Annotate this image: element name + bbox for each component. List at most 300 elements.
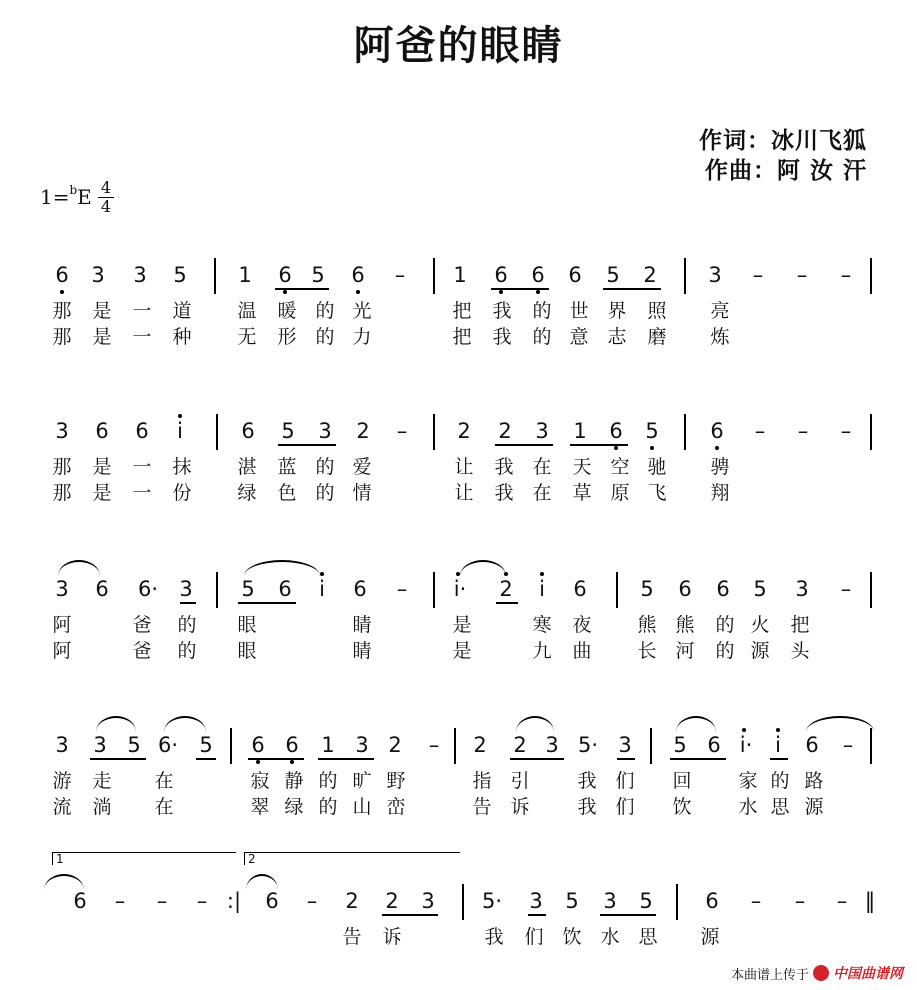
note: 6 xyxy=(805,733,819,757)
lyric-char: 淌 xyxy=(92,796,112,818)
lyric-char: 一 xyxy=(132,300,152,322)
lyric-char: 飞 xyxy=(647,482,667,504)
barline xyxy=(676,884,678,920)
note: – xyxy=(836,889,848,913)
octave-dot xyxy=(499,290,503,294)
beam-underline xyxy=(275,288,329,290)
lyricist-credit: 作词：冰川飞狐 xyxy=(699,128,867,154)
lyric-char: 火 xyxy=(750,614,770,636)
beam-underline xyxy=(238,602,296,604)
note: 5 xyxy=(241,577,255,601)
site-logo-icon xyxy=(813,965,829,981)
slur-arc xyxy=(460,560,506,576)
lyric-char: 我 xyxy=(492,326,512,348)
note: – xyxy=(754,419,766,443)
lyric-char: 份 xyxy=(172,482,192,504)
note: 5 xyxy=(639,889,653,913)
notation-staff xyxy=(30,572,890,612)
lyric-char: 的 xyxy=(715,640,735,662)
lyric-char: 寂 xyxy=(250,770,270,792)
note: 3 xyxy=(93,733,107,757)
note: 5 xyxy=(173,263,187,287)
lyric-char: 意 xyxy=(569,326,589,348)
lyric-char: 蓝 xyxy=(277,456,297,478)
note: 6 xyxy=(573,577,587,601)
beam-underline xyxy=(770,758,788,760)
note: 6 xyxy=(568,263,582,287)
note: 6 xyxy=(351,263,365,287)
note: – xyxy=(797,419,809,443)
barline xyxy=(462,884,464,920)
octave-dot xyxy=(540,572,544,576)
beam-underline xyxy=(248,758,304,760)
octave-dot xyxy=(650,446,654,450)
note: 2 xyxy=(499,577,513,601)
note: 2 xyxy=(513,733,527,757)
lyric-char: 寒 xyxy=(532,614,552,636)
dash: – xyxy=(796,263,808,287)
lyric-char: 在 xyxy=(532,482,552,504)
note: 5 xyxy=(640,577,654,601)
note: 2 xyxy=(345,889,359,913)
dash: – xyxy=(752,263,764,287)
note: i xyxy=(177,419,183,443)
beam-underline xyxy=(600,914,656,916)
note: 6 xyxy=(95,577,109,601)
note: 3 xyxy=(55,733,69,757)
octave-dot xyxy=(320,572,324,576)
lyric-char: 绿 xyxy=(284,796,304,818)
lyric-char: 源 xyxy=(804,796,824,818)
barline xyxy=(230,728,232,764)
beam-underline xyxy=(196,758,216,760)
lyric-char: 睛 xyxy=(352,614,372,636)
lyric-char: 家 xyxy=(738,770,758,792)
note: 1 xyxy=(573,419,587,443)
note: 5 xyxy=(673,733,687,757)
barline xyxy=(216,414,218,450)
beam-underline xyxy=(318,758,374,760)
note: 2 xyxy=(388,733,402,757)
lyric-char: 我 xyxy=(492,300,512,322)
lyric-char: 抹 xyxy=(172,456,192,478)
note: i xyxy=(775,733,781,757)
note: 6 xyxy=(135,419,149,443)
lyric-char: 的 xyxy=(318,796,338,818)
lyric-char: 亮 xyxy=(710,300,730,322)
beam-underline xyxy=(180,602,196,604)
lyric-char: 无 xyxy=(237,326,257,348)
note: 6 xyxy=(265,889,279,913)
note: 6· xyxy=(138,577,159,601)
note: 3 xyxy=(603,889,617,913)
lyrics-verse-coda xyxy=(30,924,890,950)
note: – xyxy=(396,577,408,601)
note: 3 xyxy=(355,733,369,757)
note: 5 xyxy=(753,577,767,601)
note: 3 xyxy=(318,419,332,443)
lyric-char: 思 xyxy=(770,796,790,818)
note: 6 xyxy=(678,577,692,601)
final-barline: ‖ xyxy=(864,889,876,913)
lyric-char: 那 xyxy=(52,482,72,504)
composer-credit: 作曲：阿 汝 汗 xyxy=(704,158,867,184)
barline xyxy=(870,728,872,764)
lyric-char: 在 xyxy=(154,770,174,792)
lyric-char: 翠 xyxy=(250,796,270,818)
lyric-char: 阿 xyxy=(52,614,72,636)
barline xyxy=(870,414,872,450)
lyric-char: 骋 xyxy=(710,456,730,478)
lyric-char: 把 xyxy=(790,614,810,636)
octave-dot xyxy=(256,760,260,764)
beam-underline xyxy=(570,444,628,446)
lyric-char: 磨 xyxy=(647,326,667,348)
lyric-char: 们 xyxy=(615,770,635,792)
lyric-char: 我 xyxy=(494,456,514,478)
note: 3 xyxy=(55,577,69,601)
lyric-char: 草 xyxy=(572,482,592,504)
lyric-char: 山 xyxy=(352,796,372,818)
lyric-char: 的 xyxy=(315,326,335,348)
note: E xyxy=(77,185,92,209)
lyric-char: 在 xyxy=(154,796,174,818)
lyric-char: 我 xyxy=(577,770,597,792)
barline xyxy=(870,572,872,608)
lyric-char: 绿 xyxy=(237,482,257,504)
lyric-char: 温 xyxy=(237,300,257,322)
lyric-char: 世 xyxy=(569,300,589,322)
octave-dot xyxy=(178,414,182,418)
beam-underline xyxy=(510,758,564,760)
octave-dot xyxy=(614,446,618,450)
lyric-char: 爸 xyxy=(132,640,152,662)
dash: – xyxy=(840,263,852,287)
lyric-char: 我 xyxy=(494,482,514,504)
lyric-char: 志 xyxy=(607,326,627,348)
notation-staff xyxy=(30,728,890,768)
note: 6 xyxy=(95,419,109,443)
lyric-char: 们 xyxy=(524,926,544,948)
lyric-char: 游 xyxy=(52,770,72,792)
score-line-5 xyxy=(30,852,890,950)
lyric-char: 路 xyxy=(804,770,824,792)
note: 3 xyxy=(618,733,632,757)
lyric-char: 眼 xyxy=(237,614,257,636)
note: 6 xyxy=(353,577,367,601)
note: 6 xyxy=(531,263,545,287)
slur-arc xyxy=(676,716,716,732)
note: – xyxy=(840,577,852,601)
barline xyxy=(433,258,435,294)
lyric-char: 水 xyxy=(738,796,758,818)
note: i· xyxy=(453,577,467,601)
lyric-char: 的 xyxy=(315,482,335,504)
octave-dot xyxy=(715,446,719,450)
barline xyxy=(454,728,456,764)
lyric-char: 头 xyxy=(790,640,810,662)
note: 3 xyxy=(529,889,543,913)
octave-dot xyxy=(742,728,746,732)
lyric-char: 告 xyxy=(472,796,492,818)
note: 6 xyxy=(73,889,87,913)
lyric-char: 告 xyxy=(342,926,362,948)
beam-underline xyxy=(603,288,661,290)
slur-arc xyxy=(58,560,100,576)
lyric-char: 的 xyxy=(318,770,338,792)
lyric-char: 形 xyxy=(277,326,297,348)
slur-arc xyxy=(244,560,320,576)
note: 5· xyxy=(482,889,503,913)
note: 5 xyxy=(606,263,620,287)
note: 2 xyxy=(356,419,370,443)
lyric-char: 九 xyxy=(532,640,552,662)
time-signature xyxy=(98,180,114,215)
note: 5 xyxy=(645,419,659,443)
barline xyxy=(870,258,872,294)
note: 3 xyxy=(421,889,435,913)
lyric-char: 指 xyxy=(472,770,492,792)
score-line-2 xyxy=(30,414,890,506)
barline xyxy=(684,258,686,294)
note: 2 xyxy=(385,889,399,913)
octave-dot xyxy=(283,290,287,294)
octave-dot xyxy=(456,572,460,576)
lyric-char: 爱 xyxy=(352,456,372,478)
lyric-char: 把 xyxy=(452,326,472,348)
octave-dot xyxy=(290,760,294,764)
barline xyxy=(616,572,618,608)
lyric-char: 野 xyxy=(386,770,406,792)
note: 6· xyxy=(158,733,179,757)
lyric-char: 峦 xyxy=(386,796,406,818)
lyric-char: 回 xyxy=(672,770,692,792)
beam-underline xyxy=(491,288,549,290)
note: 5 xyxy=(281,419,295,443)
lyric-char: 眼 xyxy=(237,640,257,662)
lyric-char: 的 xyxy=(532,326,552,348)
lyric-char: 一 xyxy=(132,482,152,504)
lyric-char: 照 xyxy=(647,300,667,322)
slur-arc xyxy=(164,716,206,732)
lyric-char: 源 xyxy=(750,640,770,662)
lyric-char: 我 xyxy=(484,926,504,948)
note: 2 xyxy=(643,263,657,287)
lyric-char: 让 xyxy=(454,456,474,478)
lyric-char: 界 xyxy=(607,300,627,322)
note: 1 xyxy=(321,733,335,757)
notation-staff xyxy=(30,852,890,924)
note: 6 xyxy=(278,263,292,287)
score-line-1 xyxy=(30,258,890,350)
octave-dot xyxy=(776,728,780,732)
note: i xyxy=(539,577,545,601)
note: – xyxy=(306,889,318,913)
lyric-char: 情 xyxy=(352,482,372,504)
note: 本曲谱上传于 xyxy=(730,967,809,983)
lyric-char: 一 xyxy=(132,456,152,478)
beam-underline xyxy=(278,444,336,446)
lyric-char: 空 xyxy=(610,456,630,478)
note: 6 xyxy=(251,733,265,757)
beam-underline xyxy=(670,758,726,760)
lyric-char: 光 xyxy=(352,300,372,322)
lyric-char: 是 xyxy=(92,482,112,504)
lyric-char: 是 xyxy=(92,326,112,348)
lyric-char: 把 xyxy=(452,300,472,322)
lyric-char: 翔 xyxy=(710,482,730,504)
lyric-char: 一 xyxy=(132,326,152,348)
note: 6 xyxy=(285,733,299,757)
lyric-char: 旷 xyxy=(352,770,372,792)
lyric-char: 长 xyxy=(637,640,657,662)
note: 4 xyxy=(100,178,112,197)
lyric-char: 熊 xyxy=(637,614,657,636)
note: 6 xyxy=(705,889,719,913)
lyric-char: 炼 xyxy=(710,326,730,348)
note: – xyxy=(842,733,854,757)
note: 5 xyxy=(127,733,141,757)
lyric-char: 天 xyxy=(572,456,592,478)
slur-arc xyxy=(96,716,136,732)
octave-dot xyxy=(536,290,540,294)
lyric-char: 曲 xyxy=(572,640,592,662)
note: – xyxy=(428,733,440,757)
note: 5· xyxy=(578,733,599,757)
barline xyxy=(433,414,435,450)
beam-underline xyxy=(382,914,438,916)
barline xyxy=(433,572,435,608)
note: 5 xyxy=(311,263,325,287)
first-ending: 1 xyxy=(52,852,236,865)
dash: – xyxy=(394,263,406,287)
note: – xyxy=(114,889,126,913)
note: 2 xyxy=(457,419,471,443)
note: – xyxy=(196,889,208,913)
beam-underline xyxy=(528,914,546,916)
note: – xyxy=(750,889,762,913)
barline xyxy=(684,414,686,450)
lyric-char: 饮 xyxy=(562,926,582,948)
note: 6 xyxy=(716,577,730,601)
beam-underline xyxy=(90,758,146,760)
lyric-char: 的 xyxy=(177,640,197,662)
notation-staff xyxy=(30,258,890,298)
lyric-char: 饮 xyxy=(672,796,692,818)
note: 2 xyxy=(498,419,512,443)
lyric-char: 睛 xyxy=(352,640,372,662)
lyric-char: 的 xyxy=(532,300,552,322)
note: 3 xyxy=(179,577,193,601)
beam-underline xyxy=(495,444,553,446)
lyric-char: 静 xyxy=(284,770,304,792)
lyric-char: 诉 xyxy=(510,796,530,818)
slur-arc xyxy=(806,716,874,732)
note: – xyxy=(840,419,852,443)
song-title: 阿爸的眼睛 xyxy=(353,23,564,69)
lyric-char: 是 xyxy=(452,614,472,636)
lyric-char: 那 xyxy=(52,300,72,322)
lyric-char: 阿 xyxy=(52,640,72,662)
lyrics-verse-2 xyxy=(30,794,890,820)
lyric-char: 色 xyxy=(277,482,297,504)
lyrics-verse-2 xyxy=(30,324,890,350)
score-line-4 xyxy=(30,728,890,820)
lyrics-verse-2 xyxy=(30,480,890,506)
octave-dot xyxy=(356,290,360,294)
lyric-char: 的 xyxy=(177,614,197,636)
barline xyxy=(650,728,652,764)
slur-arc xyxy=(516,716,554,732)
beam-underline xyxy=(617,758,635,760)
lyric-char: 的 xyxy=(315,456,335,478)
lyric-char: 让 xyxy=(454,482,474,504)
score-line-3 xyxy=(30,572,890,664)
note: 中国曲谱网 xyxy=(833,966,903,982)
note: 3 xyxy=(55,419,69,443)
note: 1 xyxy=(453,263,467,287)
lyric-char: 是 xyxy=(92,300,112,322)
note: 3 xyxy=(708,263,722,287)
lyric-char: 的 xyxy=(715,614,735,636)
note: 6 xyxy=(494,263,508,287)
note: 6 xyxy=(707,733,721,757)
note: – xyxy=(794,889,806,913)
lyric-char: 熊 xyxy=(675,614,695,636)
notation-staff xyxy=(30,414,890,454)
note: 6 xyxy=(609,419,623,443)
lyric-char: 引 xyxy=(510,770,530,792)
lyric-char: 思 xyxy=(638,926,658,948)
second-ending: 2 xyxy=(244,852,460,865)
note: i· xyxy=(739,733,753,757)
lyric-char: 湛 xyxy=(237,456,257,478)
lyrics-verse-1 xyxy=(30,298,890,324)
barline xyxy=(214,258,216,294)
repeat-sign: :| xyxy=(226,889,242,913)
note: 5 xyxy=(565,889,579,913)
note: 1= xyxy=(40,185,70,209)
lyric-char: 们 xyxy=(615,796,635,818)
lyrics-verse-1 xyxy=(30,454,890,480)
note: 2 xyxy=(473,733,487,757)
lyric-char: 种 xyxy=(172,326,192,348)
beam-underline xyxy=(496,602,518,604)
note: 3 xyxy=(545,733,559,757)
lyric-char: 诉 xyxy=(382,926,402,948)
octave-dot xyxy=(60,290,64,294)
lyrics-verse-1 xyxy=(30,612,890,638)
key-signature xyxy=(40,185,92,209)
lyrics-verse-1 xyxy=(30,768,890,794)
lyric-char: 的 xyxy=(770,770,790,792)
note: 6 xyxy=(241,419,255,443)
barline xyxy=(216,572,218,608)
note: i xyxy=(319,577,325,601)
lyric-char: 那 xyxy=(52,456,72,478)
note: b xyxy=(69,183,78,198)
note: 6 xyxy=(55,263,69,287)
lyric-char: 力 xyxy=(352,326,372,348)
lyric-char: 的 xyxy=(315,300,335,322)
note: 5 xyxy=(199,733,213,757)
lyric-char: 夜 xyxy=(572,614,592,636)
note: 3 xyxy=(133,263,147,287)
lyric-char: 我 xyxy=(577,796,597,818)
lyric-char: 那 xyxy=(52,326,72,348)
lyric-char: 走 xyxy=(92,770,112,792)
octave-dot xyxy=(504,572,508,576)
